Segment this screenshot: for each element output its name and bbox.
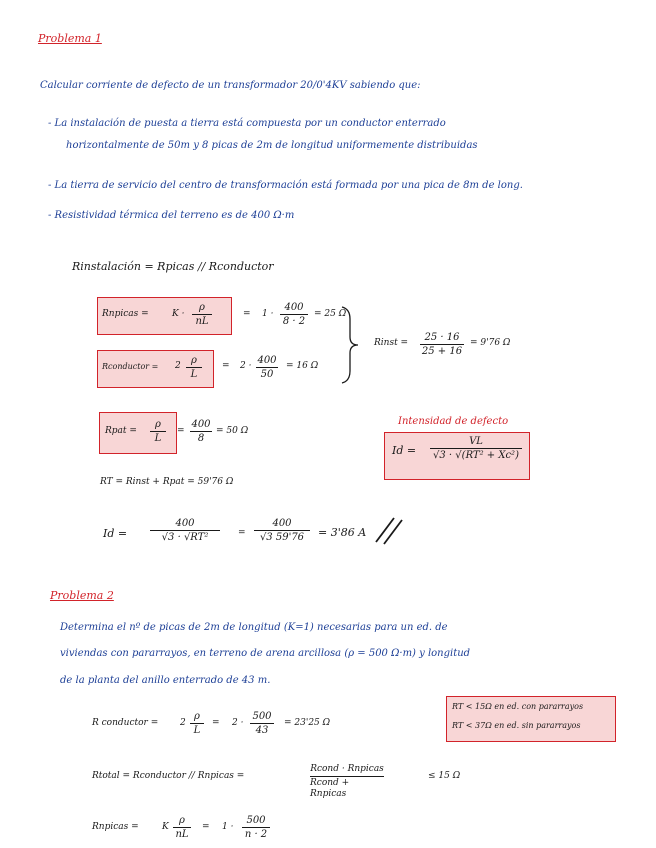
rpicas-den: nL bbox=[195, 316, 209, 327]
rconductor-fraction-2 bbox=[256, 355, 278, 380]
rpat-eq: = bbox=[177, 426, 185, 436]
p2-rnpicas-step: 1 · bbox=[222, 822, 234, 832]
condition-without-lightning-rod: RT < 37Ω en ed. sin pararrayos bbox=[452, 721, 581, 730]
rt-line: RT = Rinst + Rpat = 59'76 Ω bbox=[100, 477, 234, 487]
p2-rnpicas-label: Rnpicas = bbox=[92, 822, 139, 832]
p2-rnpicas-eq: = bbox=[202, 822, 210, 832]
rinst-result: = 9'76 Ω bbox=[470, 338, 511, 348]
rpicas-num2: 400 bbox=[284, 302, 304, 313]
rpicas-fraction bbox=[192, 302, 212, 327]
fault-formula-den-b: √(RT² + Xc²) bbox=[455, 450, 519, 461]
p2-rconductor-step: 2 · bbox=[232, 718, 244, 728]
p2-rnpicas-den: nL bbox=[175, 829, 189, 840]
p2-rconductor-result: = 23'25 Ω bbox=[284, 718, 331, 728]
problem-1-title: Problema 1 bbox=[38, 32, 102, 45]
id-calc-label: Id = bbox=[103, 527, 128, 540]
p2-rnpicas-k: K bbox=[162, 822, 169, 832]
fault-formula-den-a: √3 · bbox=[433, 450, 453, 461]
rpat-result: = 50 Ω bbox=[216, 426, 249, 436]
id-calc-num: 400 bbox=[175, 518, 195, 529]
bullet-3: - Resistividad térmica del terreno es de 400 Ω·m bbox=[48, 210, 295, 221]
rinst-num: 25 · 16 bbox=[424, 332, 460, 343]
fault-formula-fraction bbox=[430, 436, 522, 461]
p2-rtotal-label: Rtotal = Rconductor // Rnpicas = bbox=[92, 771, 245, 781]
rpicas-result: = 25 Ω bbox=[314, 309, 347, 319]
id-calc-den2: √3 59'76 bbox=[259, 532, 305, 543]
fault-current-title: Intensidad de defecto bbox=[398, 416, 509, 427]
rpat-fraction bbox=[150, 419, 166, 444]
rpicas-fraction-2 bbox=[280, 302, 308, 327]
p2-rconductor-num2: 500 bbox=[252, 711, 272, 722]
p2-rconductor-label: R conductor = bbox=[92, 718, 159, 728]
rpat-num: ρ bbox=[155, 419, 161, 430]
rpicas-eq: = bbox=[243, 309, 251, 319]
condition-with-lightning-rod: RT < 15Ω en ed. con pararrayos bbox=[452, 702, 584, 711]
p2-rnpicas-fraction bbox=[173, 815, 191, 840]
rinst-fraction bbox=[420, 332, 464, 357]
problem-2-line-1: Determina el nº de picas de 2m de longitud (K=1) necesarias para un ed. de bbox=[60, 622, 448, 633]
p2-rtotal-num: Rcond · Rnpicas bbox=[310, 764, 384, 774]
p2-rnpicas-den2: n · 2 bbox=[244, 829, 268, 840]
bullet-1-line-1: - La instalación de puesta a tierra está compuesta por un conductor enterrado bbox=[48, 118, 446, 129]
p2-rconductor-fraction bbox=[190, 711, 204, 736]
fault-formula-num: VL bbox=[469, 436, 483, 447]
grouping-brace bbox=[338, 305, 360, 385]
id-calc-den-a: √3 · bbox=[161, 532, 181, 543]
rpicas-step: 1 · bbox=[262, 309, 274, 319]
rconductor-den2: 50 bbox=[260, 369, 274, 380]
rconductor-num: ρ bbox=[191, 355, 197, 366]
rpicas-num: ρ bbox=[199, 302, 205, 313]
rconductor-step: 2 · bbox=[240, 361, 252, 371]
p2-rtotal-result: ≤ 15 Ω bbox=[428, 771, 461, 781]
rconductor-result: = 16 Ω bbox=[286, 361, 319, 371]
rpicas-label: Rnpicas = bbox=[102, 309, 149, 319]
id-calc-fraction bbox=[150, 518, 220, 543]
bullet-2: - La tierra de servicio del centro de transformación está formada por una pica de 8m de long. bbox=[48, 180, 523, 191]
problem-1-intro: Calcular corriente de defecto de un transformador 20/0'4KV sabiendo que: bbox=[40, 80, 421, 91]
rpat-num2: 400 bbox=[191, 419, 211, 430]
rpicas-k: K · bbox=[172, 309, 185, 319]
p2-rtotal-fraction bbox=[310, 764, 384, 800]
rconductor-eq: = bbox=[222, 361, 230, 371]
id-calc-eq: = bbox=[238, 528, 246, 538]
rconductor-label: Rconductor = bbox=[102, 362, 159, 371]
rinst-den: 25 + 16 bbox=[421, 346, 463, 357]
rpat-label: Rpat = bbox=[105, 426, 137, 436]
id-calc-result: = 3'86 A bbox=[318, 526, 367, 539]
bullet-1-line-2: horizontalmente de 50m y 8 picas de 2m de longitud uniformemente distribuidas bbox=[66, 140, 478, 151]
id-calc-num2: 400 bbox=[272, 518, 292, 529]
p2-rconductor-eq: = bbox=[212, 718, 220, 728]
problem-2-line-3: de la planta del anillo enterrado de 43 m. bbox=[60, 675, 271, 686]
p2-rconductor-fraction-2 bbox=[250, 711, 274, 736]
p2-rconductor-k: 2 bbox=[180, 718, 186, 728]
rpat-den2: 8 bbox=[197, 433, 205, 444]
rpat-fraction-2 bbox=[190, 419, 212, 444]
problem-2-line-2: viviendas con pararrayos, en terreno de arena arcillosa (ρ = 500 Ω·m) y longitud bbox=[60, 648, 471, 659]
rconductor-num2: 400 bbox=[257, 355, 277, 366]
p2-rconductor-den2: 43 bbox=[255, 725, 269, 736]
rconductor-den: L bbox=[190, 369, 198, 380]
p2-rtotal-den: Rcond + Rnpicas bbox=[310, 778, 350, 799]
p2-rnpicas-num2: 500 bbox=[246, 815, 266, 826]
rinst-relation: Rinstalación = Rpicas // Rconductor bbox=[72, 260, 274, 273]
p2-rnpicas-num: ρ bbox=[179, 815, 185, 826]
p2-rnpicas-fraction-2 bbox=[242, 815, 270, 840]
p2-rconductor-den: L bbox=[193, 725, 201, 736]
id-calc-den-b: √RT² bbox=[183, 532, 209, 543]
rinst-label: Rinst = bbox=[374, 338, 409, 348]
rpicas-den2: 8 · 2 bbox=[282, 316, 306, 327]
rpat-den: L bbox=[154, 433, 162, 444]
final-answer-mark bbox=[370, 514, 406, 546]
problem-2-title: Problema 2 bbox=[50, 589, 114, 602]
fault-formula-label: Id = bbox=[392, 444, 417, 457]
rconductor-fraction bbox=[186, 355, 202, 380]
p2-rconductor-num: ρ bbox=[194, 711, 200, 722]
id-calc-fraction-2 bbox=[254, 518, 310, 543]
rconductor-k: 2 bbox=[175, 361, 181, 371]
